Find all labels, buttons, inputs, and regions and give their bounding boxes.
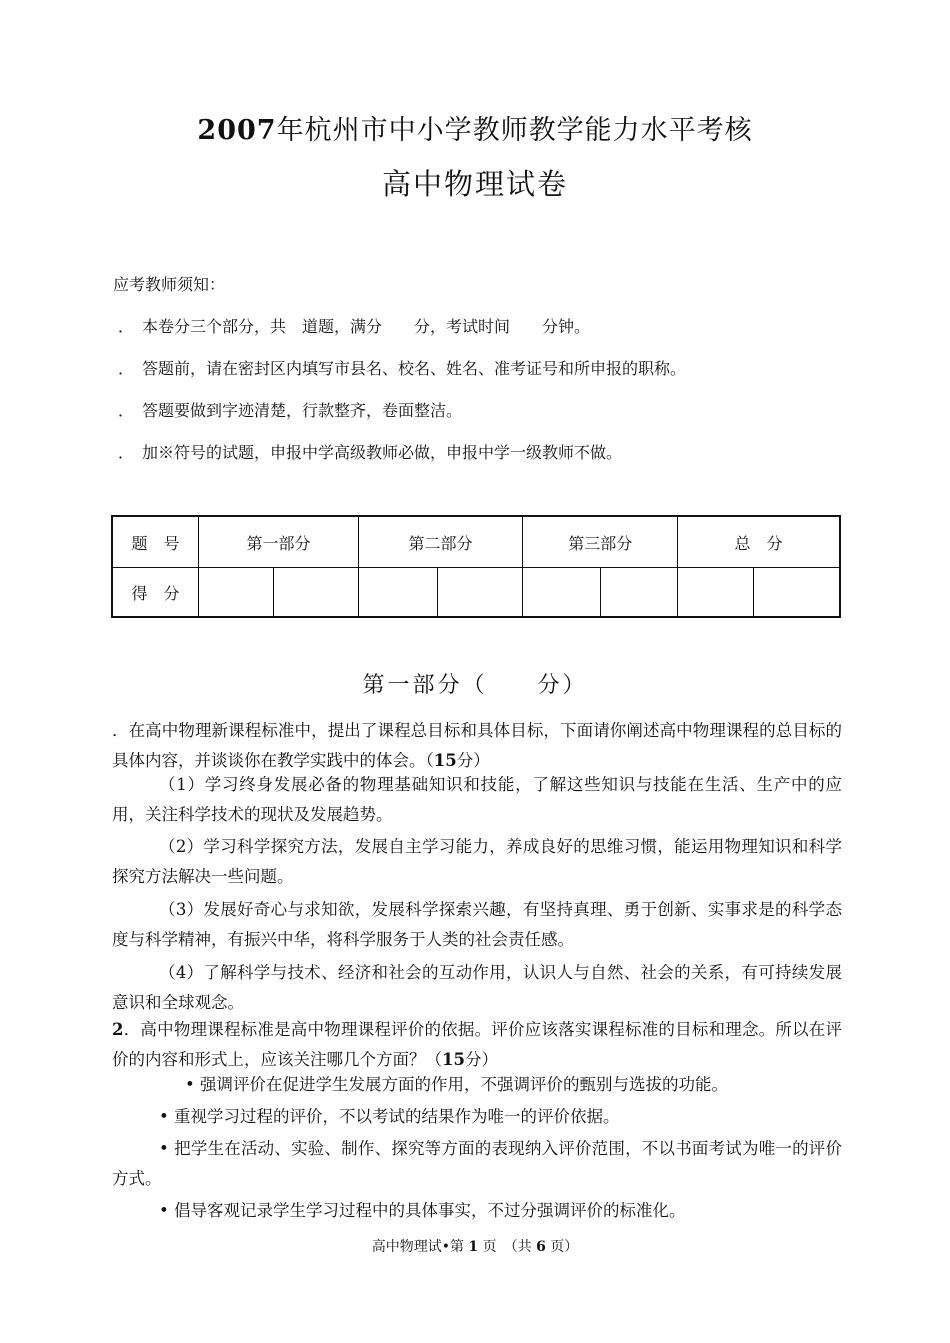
page-footer [0,1236,950,1256]
question-1 [112,716,842,776]
answer-2-1: • 强调评价在促进学生发展方面的作用，不强调评价的甄别与选拔的功能。 [185,1075,728,1094]
header-cell-question-number: 题 号 [112,516,199,568]
question-2-score: 15 [442,1050,465,1069]
exam-title-text: 年杭州市中小学教师教学能力水平考核 [276,115,753,146]
answer-1-1: （1）学习终身发展必备的物理基础知识和技能，了解这些知识与技能在生活、生产中的应用，关注科学技术的现状及发展趋势。 [112,775,842,824]
header-cell-part1: 第一部分 [199,516,359,568]
answer-2-3: • 把学生在活动、实验、制作、探究等方面的表现纳入评价范围，不以书面考试为唯一的评价方式。 [112,1139,842,1188]
exam-title [0,108,950,147]
score-cell[interactable] [754,568,840,618]
score-cell[interactable] [274,568,359,618]
notice-item [118,440,622,463]
score-cell[interactable] [437,568,523,618]
question-2 [112,1015,842,1075]
header-cell-part2: 第二部分 [358,516,523,568]
header-cell-part3: 第三部分 [523,516,678,568]
footer-total-pages: 6 [536,1239,546,1255]
notice-item [118,398,462,421]
footer-text: 高中物理试•第 [371,1239,464,1255]
score-table [111,515,841,618]
score-cell[interactable] [523,568,601,618]
notice-marker: ． [118,401,135,420]
score-cell[interactable] [199,568,274,618]
notice-title: 应考教师须知： [113,275,226,294]
footer-end: 页） [550,1239,579,1255]
notice-marker: ． [118,317,135,336]
answer-2-2: • 重视学习过程的评价，不以考试的结果作为唯一的评价依据。 [159,1107,620,1126]
score-row-label: 得 分 [112,568,199,618]
notice-item [118,356,686,379]
notice-item-text: 加※符号的试题，申报中学高级教师必做，申报中学一级教师不做。 [142,443,623,462]
exam-subtitle: 高中物理试卷 [381,167,568,201]
footer-mid: 页 （共 [482,1239,532,1255]
question-2-text: ．高中物理课程标准是高中物理课程评价的依据。评价应该落实课程标准的目标和理念。所以在评价的内容和形式上，应该关注哪几个方面？（ [112,1020,842,1069]
question-1-prefix: ． [112,721,129,740]
notice-item [118,314,590,337]
part1-title: 第一部分（ 分） [362,673,588,698]
question-1-suffix: 分） [456,751,490,770]
notice-item-text: 本卷分三个部分，共 道题，满分 分，考试时间 分钟。 [142,317,591,336]
notice-marker: ． [118,443,135,462]
answer-2-4: • 倡导客观记录学生学习过程中的具体事实，不过分强调评价的标准化。 [159,1201,686,1220]
question-2-number: 2 [112,1020,124,1039]
score-cell[interactable] [601,568,678,618]
header-cell-total: 总 分 [678,516,840,568]
notice-item-text: 答题要做到字迹清楚，行款整齐，卷面整洁。 [142,401,463,420]
footer-page-number: 1 [468,1239,479,1255]
notice-item-text: 答题前，请在密封区内填写市县名、校名、姓名、准考证号和所申报的职称。 [142,359,687,378]
question-1-text: 在高中物理新课程标准中，提出了课程总目标和具体目标，下面请你阐述高中物理课程的总目标的具体内容，并谈谈你在教学实践中的体会。（ [112,721,843,770]
score-cell[interactable] [678,568,754,618]
answer-1-2: （2）学习科学探究方法，发展自主学习能力，养成良好的思维习惯，能运用物理知识和科学探究方法解决一些问题。 [112,837,842,886]
answer-1-4: （4）了解科学与技术、经济和社会的互动作用，认识人与自然、社会的关系，有可持续发展意识和全球观念。 [112,963,842,1012]
question-1-score: 15 [433,751,457,770]
score-cell[interactable] [358,568,437,618]
question-2-suffix: 分） [464,1050,498,1069]
notice-marker: ． [118,359,135,378]
exam-year: 2007 [197,115,277,146]
answer-1-3: （3）发展好奇心与求知欲，发展科学探索兴趣，有坚持真理、勇于创新、实事求是的科学态度与科学精神，有振兴中华，将科学服务于人类的社会责任感。 [112,900,842,949]
